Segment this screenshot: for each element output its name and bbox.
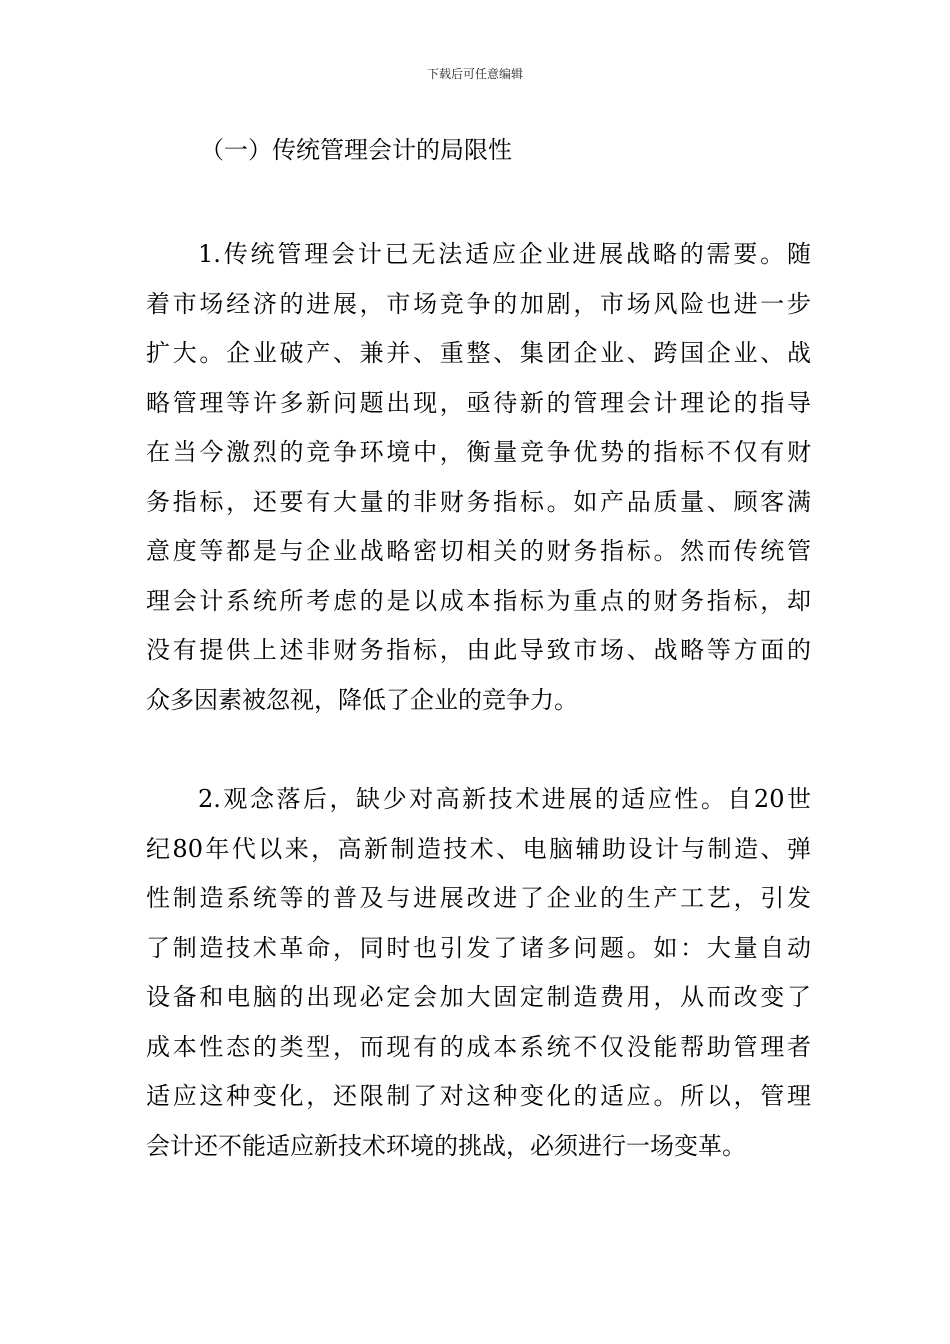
paragraph-line: 众多因素被忽视，降低了企业的竞争力。: [146, 685, 578, 714]
paragraph-line: 纪80年代以来，高新制造技术、电脑辅助设计与制造、弹: [146, 834, 811, 863]
header-note: 下载后可任意编辑: [426, 67, 523, 81]
paragraph-line: 扩大。企业破产、兼并、重整、集团企业、跨国企业、战: [146, 339, 811, 367]
paragraph-line: 理会计系统所考虑的是以成本指标为重点的财务指标，却: [146, 586, 811, 615]
paragraph-line: 意度等都是与企业战略密切相关的财务指标。然而传统管: [146, 537, 811, 565]
paragraph-line: 在当今激烈的竞争环境中，衡量竞争优势的指标不仅有财: [146, 438, 811, 466]
paragraph-1: [146, 230, 811, 725]
section-heading: （一）传统管理会计的局限性: [200, 136, 512, 164]
paragraph-line: 适应这种变化，还限制了对这种变化的适应。所以，管理: [146, 1082, 811, 1110]
paragraph-line: 1.传统管理会计已无法适应企业进展战略的需要。随: [198, 240, 811, 268]
paragraph-line: 2.观念落后，缺少对高新技术进展的适应性。自20世: [198, 785, 811, 813]
paragraph-line: 着市场经济的进展，市场竞争的加剧，市场风险也进一步: [146, 289, 811, 318]
paragraph-line: 务指标，还要有大量的非财务指标。如产品质量、顾客满: [146, 487, 811, 516]
paragraph-line: 略管理等许多新问题出现，亟待新的管理会计理论的指导: [146, 388, 811, 417]
paragraph-2: [146, 775, 811, 1171]
paragraph-line: 会计还不能适应新技术环境的挑战，必须进行一场变革。: [146, 1131, 746, 1160]
paragraph-line: 成本性态的类型，而现有的成本系统不仅没能帮助管理者: [146, 1032, 811, 1061]
paragraph-line: 设备和电脑的出现必定会加大固定制造费用，从而改变了: [146, 983, 811, 1011]
paragraph-line: 了制造技术革命，同时也引发了诸多问题。如：大量自动: [146, 933, 811, 962]
paragraph-line: 性制造系统等的普及与进展改进了企业的生产工艺，引发: [146, 884, 811, 912]
paragraph-line: 没有提供上述非财务指标，由此导致市场、战略等方面的: [146, 636, 811, 664]
